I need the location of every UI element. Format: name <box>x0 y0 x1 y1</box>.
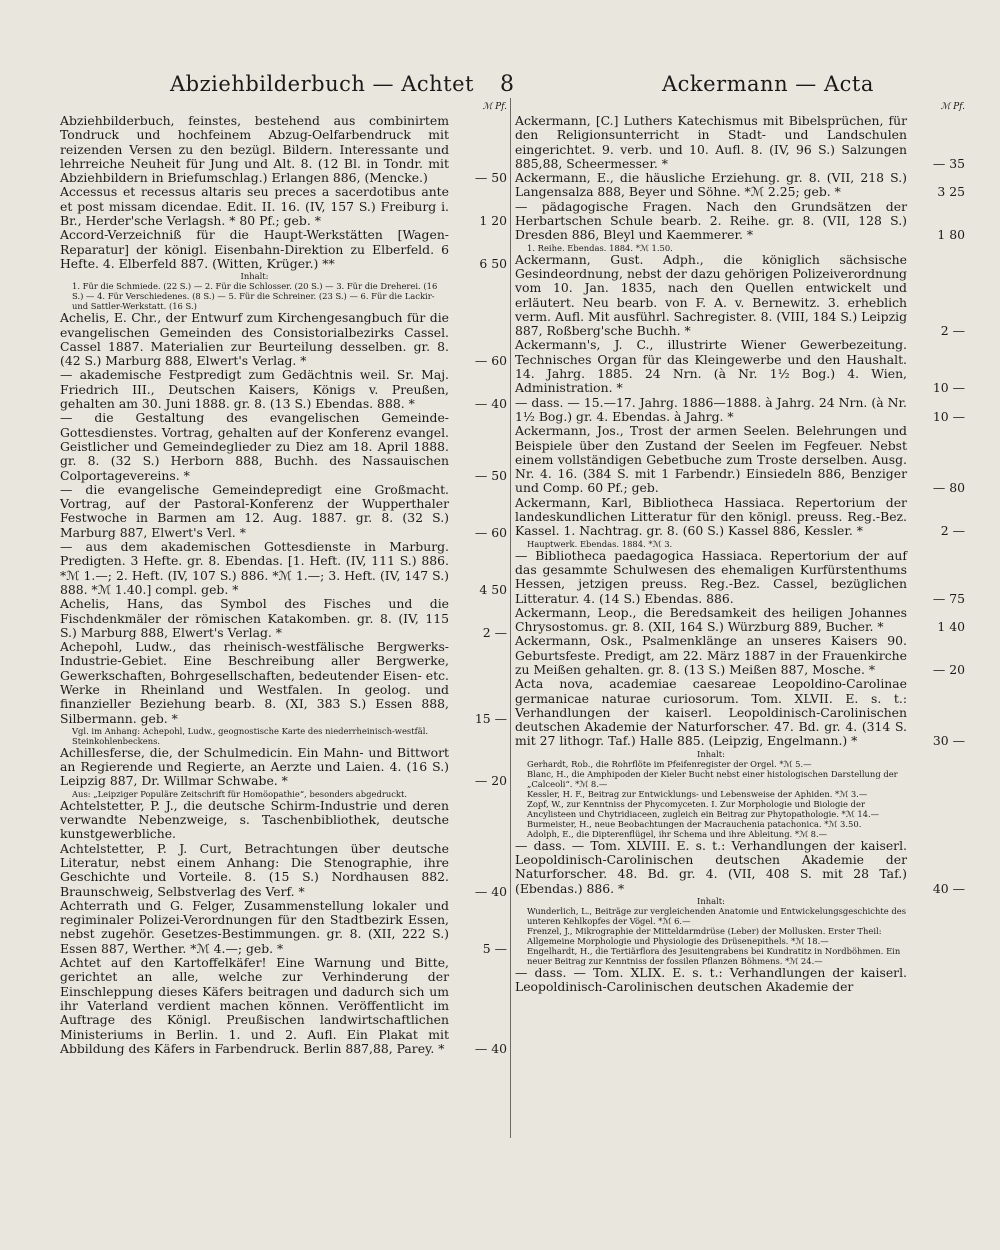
entry-text: Ackermann, Gust. Adph., die königlich sächsische Gesindeordnung, nebst der dazu gehörigen Polizeiverordnung vom 10. Jan. 1835, nach den Quellen entwickelt und erläutert. Neu bearb. von F. A. v. Bernewitz. 3. erheblich verm. Aufl. Mit ausführl. Sachregister. 8. (VIII, 184 S.) Leipzig 887, Roßberg'sche Buchh. * <box>515 251 907 339</box>
catalog-entry <box>60 311 507 368</box>
catalog-entry <box>515 114 965 171</box>
price-heading: ℳ Pf. <box>482 102 507 112</box>
entry-note: Engelhardt, H., die Tertiärflora des Jesuitengrabens bei Kundratitz in Nordböhmen. Ein neuer Beitrag zur Kenntniss der fossilen Pflanzen Böhmens. *ℳ 24.— <box>527 945 901 966</box>
entry-price: 2 — <box>940 523 965 539</box>
entry-price: 1 40 <box>937 619 965 635</box>
entry-text: Achterrath und G. Felger, Zusammenstellung lokaler und regiminaler Polizei-Verordnungen für den Stadtbezirk Essen, nebst zugehör. Gesetzes-Bestimmungen. gr. 8. (XII, 222 S.) Essen 887, Werther. *ℳ 4.—; geb. * <box>60 897 449 956</box>
entry-price: 3 25 <box>937 184 965 200</box>
entry-note: 1. Reihe. Ebendas. 1884. *ℳ 1.50. <box>527 242 673 253</box>
entry-note: Burmeister, H., neue Beobachtungen der Macrauchenia patachonica. *ℳ 3.50. <box>527 818 862 829</box>
catalog-entry <box>60 597 507 640</box>
catalog-entry <box>515 424 965 495</box>
entry-text: — akademische Festpredigt zum Gedächtnis weil. Sr. Maj. Friedrich III., Deutschen Kaisers, Königs v. Preußen, gehalten am 30. Juni 1888. gr. 8. (13 S.) Ebendas. 888. * <box>60 367 449 412</box>
entry-text: Achtelstetter, P. J., die deutsche Schirm-Industrie und deren verwandte Nebenzweige, s. Taschenbibliothek, deutsche kunstgewerbliche. <box>60 797 449 842</box>
running-head <box>0 72 1000 100</box>
entry-price: 15 — <box>474 710 507 726</box>
entry-text: Ackermann, Karl, Bibliotheca Hassiaca. Repertorium der landeskundlichen Litteratur für den königl. preuss. Reg.-Bez. Kassel. 1. Nachtrag. gr. 8. (60 S.) Kassel 886, Kessler. * <box>515 494 907 539</box>
entry-price: 2 — <box>940 323 965 339</box>
entry-text: Ackermann, Osk., Psalmenklänge an unseres Kaisers 90. Geburtsfeste. Predigt, am 22. März 1887 in der Frauenkirche zu Meißen gehalten. gr. 8. (13 S.) Meißen 887, Mosche. * <box>515 633 907 677</box>
catalog-entry <box>60 228 507 271</box>
catalog-entry <box>60 746 507 789</box>
entry-text: — die Gestaltung des evangelischen Gemeinde-Gottesdienstes. Vortrag, gehalten auf der Konferenz evangel. Geistlicher und Gemeindeglieder zu Diez am 18. April 1888. gr. 8. (32 S.) Herborn 888, Buchh. des Nassauischen Colportagevereins. * <box>60 410 449 483</box>
catalog-entry <box>515 839 965 896</box>
catalog-entry <box>515 634 965 677</box>
contents-heading: Inhalt: <box>697 748 725 759</box>
entry-note: Hauptwerk. Ebendas. 1884. *ℳ 3. <box>527 538 673 549</box>
entry-price: — 80 <box>932 480 965 496</box>
entry-price: — 40 <box>474 883 507 899</box>
entry-note: 1. Für die Schmiede. (22 S.) — 2. Für die Schlosser. (20 S.) — 3. Für die Dreherei. (16 S.) — 4. Für Verschiedenes. (8 S.) — 5. Für die Schreiner. (23 S.) — 6. Für die Lackir- und Sattler-Werkstatt. (16 S.) <box>72 281 438 312</box>
page-number: 8 <box>500 72 514 97</box>
entry-text: Achelis, E. Chr., der Entwurf zum Kirchengesangbuch für die evangelischen Gemeinden des Consistorialbezirks Cassel. Cassel 1887. Materialien zur Beurteilung desselben. gr. 8. (42 S.) Marburg 888, Elwert's Verlag. * <box>60 310 449 369</box>
right-column <box>515 102 965 995</box>
catalog-entry <box>515 496 965 539</box>
catalog-entry <box>60 483 507 540</box>
catalog-entry <box>515 606 965 635</box>
entry-note: Frenzel, J., Mikrographie der Mitteldarmdrüse (Leber) der Mollusken. Erster Theil: Allgemeine Morphologie und Physiologie des Drüsenepithels. *ℳ 18.— <box>527 925 882 946</box>
catalog-entry <box>60 185 507 228</box>
left-entries <box>60 114 507 1056</box>
entry-note: Wunderlich, L., Beiträge zur vergleichenden Anatomie und Entwickelungsgeschichte des unteren Kehlkopfes der Vögel. *ℳ 6.— <box>527 905 906 926</box>
entry-price: 1 20 <box>479 213 507 229</box>
entry-note: Adolph, E., die Dipterenflügel, ihr Schema und ihre Ableitung. *ℳ 8.— <box>527 828 828 839</box>
entry-price: — 40 <box>474 396 507 412</box>
entry-price: 30 — <box>932 733 965 749</box>
entry-text: Accord-Verzeichniß für die Haupt-Werkstätten [Wagen-Reparatur] der königl. Eisenbahn-Direktion zu Elberfeld. 6 Hefte. 4. Elberfeld 887. (Witten, Krüger.) ** <box>60 227 449 271</box>
catalog-entry <box>515 200 965 243</box>
entry-note: Vgl. im Anhang: Achepohl, Ludw., geognostische Karte des niederrheinisch-westfäl. Steinkohlenbeckens. <box>72 725 429 746</box>
entry-text: Achtelstetter, P. J. Curt, Betrachtungen über deutsche Literatur, nebst einem Anhang: Die Stenographie, ihre Geschichte und Vorteile. 8. (15 S.) Nordhausen 882. Braunschweig, Selbstverlag des Verf. * <box>60 840 449 899</box>
catalog-entry <box>515 966 965 995</box>
catalog-entry <box>515 171 965 200</box>
entry-price: 10 — <box>932 408 965 424</box>
entry-price: — 50 <box>474 170 507 186</box>
entry-text: Achtet auf den Kartoffelkäfer! Eine Warnung und Bitte, gerichtet an alle, welche zur Verhinderung der Einschleppung dieses Käfers beitragen und dadurch sich um ihr Vaterland verdient machen können. Veröffentlicht im Auftrage des Königl. Preußischen landwirtschaftlichen Ministeriums in Berlin. 1. und 2. Aufl. Ein Plakat mit Abbildung des Käfers in Farbendruck. Berlin 887,88, Parey. * <box>60 955 449 1056</box>
entry-text: Ackermann's, J. C., illustrirte Wiener Gewerbezeitung. Technisches Organ für das Kleingewerbe und den Haushalt. 14. Jahrg. 1885. 24 Nrn. (à Nr. 1½ Bog.) 4. Wien, Administration. * <box>515 337 907 396</box>
entry-note: Kessler, H. F., Beitrag zur Entwicklungs- und Lebensweise der Aphiden. *ℳ 3.— <box>527 788 868 799</box>
entry-note: Aus: „Leipziger Populäre Zeitschrift für Homöopathie“, besonders abgedruckt. <box>72 788 408 799</box>
entry-text: Ackermann, E., die häusliche Erziehung. gr. 8. (VII, 218 S.) Langensalza 888, Beyer und Söhne. *ℳ 2.25; geb. * <box>515 170 907 200</box>
catalog-entry <box>515 396 965 425</box>
catalog-entry <box>60 411 507 482</box>
entry-price: — 40 <box>474 1040 507 1056</box>
catalog-entry <box>60 540 507 597</box>
catalog-entry <box>60 899 507 956</box>
entry-text: — dass. — Tom. XLIX. E. s. t.: Verhandlungen der kaiserl. Leopoldinisch-Carolinischen deutschen Akademie der <box>515 964 907 995</box>
entry-text: Ackermann, Jos., Trost der armen Seelen. Belehrungen und Beispiele über den Zustand der Seelen im Fegfeuer. Nebst einem vollständigen Gebetbuche zum Troste derselben. Ausg. Nr. 4. 16. (384 S. mit 1 Farbendr.) Einsiedeln 886, Benziger und Comp. 60 Pf.; geb. <box>515 423 907 496</box>
catalog-entry <box>515 253 965 339</box>
entry-text: — pädagogische Fragen. Nach den Grundsätzen der Herbartschen Schule bearb. 2. Reihe. gr. 8. (VII, 128 S.) Dresden 886, Bleyl und Kaemmerer. * <box>515 198 907 243</box>
entry-price: 40 — <box>932 880 965 896</box>
entry-text: Achepohl, Ludw., das rheinisch-westfälische Bergwerks-Industrie-Gebiet. Eine Beschreibung aller Bergwerke, Gewerkschaften, Bohrgesellschaften, bedeutender Eisen- etc. Werke in Rheinland und Westfalen. In geolog. und finanzieller Beziehung bearb. 8. (XI, 383 S.) Essen 888, Silbermann. geb. * <box>60 639 449 726</box>
catalog-entry <box>60 956 507 1056</box>
entry-price: — 60 <box>474 353 507 369</box>
column-divider <box>510 98 511 1138</box>
contents-heading: Inhalt: <box>697 895 725 906</box>
entry-price: 1 80 <box>937 227 965 243</box>
entry-text: Accessus et recessus altaris seu preces a sacerdotibus ante et post missam dicendae. Edit. II. 16. (IV, 157 S.) Freiburg i. Br., Herder'sche Verlagsh. * 80 Pf.; geb. * <box>60 184 449 229</box>
entry-note: Gerhardt, Rob., die Rohrflöte im Pfeifenregister der Orgel. *ℳ 5.— <box>527 758 812 769</box>
entry-text: Acta nova, academiae caesareae Leopoldino-Carolinae germanicae naturae curiosorum. Tom. XLVII. E. s. t.: Verhandlungen der kaiserl. Leopoldinisch-Carolinischen deutschen Akademie der Naturforscher. 47. Bd. gr. 4. (314 S. mit 27 lithogr. Taf.) Halle 885. (Leipzig, Engelmann.) * <box>515 676 907 749</box>
entry-price: 4 50 <box>479 581 507 597</box>
entry-price: — 50 <box>474 467 507 483</box>
catalog-entry <box>60 799 507 842</box>
entry-price: — 75 <box>932 590 965 606</box>
entry-price: — 20 <box>474 773 507 789</box>
entry-text: — die evangelische Gemeindepredigt eine Großmacht. Vortrag, auf der Pastoral-Konferenz der Wupperthaler Festwoche in Barmen am 12. Aug. 1887. gr. 8. (32 S.) Marburg 887, Elwert's Verl. * <box>60 481 449 540</box>
left-column <box>60 102 507 1056</box>
entry-price: 2 — <box>482 624 507 640</box>
entry-note: Blanc, H., die Amphipoden der Kieler Bucht nebst einer histologischen Darstellung der „Calceoli“. *ℳ 8.— <box>527 768 898 789</box>
entry-text: — Bibliotheca paedagogica Hassiaca. Repertorium der auf das gesammte Schulwesen des ehemaligen Kurfürstenthums Hessen, jetzigen preuss. Reg.-Bez. Cassel, bezüglichen Litteratur. 4. (14 S.) Ebendas. 886. <box>515 547 907 606</box>
catalog-entry <box>515 549 965 606</box>
entry-text: Ackermann, [C.] Luthers Katechismus mit Bibelsprüchen, für den Religionsunterricht in Stadt- und Landschulen eingerichtet. 9. verb. und 10. Aufl. 8. (IV, 96 S.) Salzungen 885,88, Scheermesser. * <box>515 113 907 171</box>
entry-price: 5 — <box>482 940 507 956</box>
catalog-entry <box>60 842 507 899</box>
entry-price: — 60 <box>474 524 507 540</box>
entry-price: 6 50 <box>479 255 507 271</box>
catalog-entry <box>60 114 507 185</box>
running-head-left: Abziehbilderbuch — Achtet <box>170 72 474 96</box>
entry-note: Zopf, W., zur Kenntniss der Phycomyceten. I. Zur Morphologie und Biologie der Ancylisteen und Chytridiaceen, zugleich ein Beitrag zur Phytopathologie. *ℳ 14.— <box>527 798 880 819</box>
entry-text: Achelis, Hans, das Symbol des Fisches und die Fischdenkmäler der römischen Katakomben. gr. 8. (IV, 115 S.) Marburg 888, Elwert's Verlag. * <box>60 596 449 640</box>
entry-text: — dass. — Tom. XLVIII. E. s. t.: Verhandlungen der kaiserl. Leopoldinisch-Carolinischen deutschen Akademie der Naturforscher. 48. Bd. gr. 4. (VII, 408 S. mit 28 Taf.) (Ebendas.) 886. * <box>515 837 907 896</box>
catalog-entry <box>515 677 965 748</box>
entry-text: Abziehbilderbuch, feinstes, bestehend aus combinirtem Tondruck und hochfeinem Abzug-Oelfarbendruck mit reizenden Versen zu den bezügl. Bildern. Interessante und lehrreiche Neuheit für Jung und Alt. 8. (12 Bl. in Tondr. mit Abziehbildern in Briefumschlag.) Erlangen 886, (Mencke.) <box>60 113 449 186</box>
entry-text: — aus dem akademischen Gottesdienste in Marburg. Predigten. 3 Hefte. gr. 8. Ebendas. [1. Heft. (IV, 111 S.) 886. *ℳ 1.—; 2. Heft. (IV, 107 S.) 886. *ℳ 1.—; 3. Heft. (IV, 147 S.) 888. *ℳ 1.40.] compl. geb. * <box>60 539 449 597</box>
entry-price: — 35 <box>932 155 965 171</box>
entry-text: Ackermann, Leop., die Beredsamkeit des heiligen Johannes Chrysostomus. gr. 8. (XII, 164 S.) Würzburg 889, Bucher. * <box>515 604 907 635</box>
entry-price: 10 — <box>932 380 965 396</box>
entry-text: — dass. — 15.—17. Jahrg. 1886—1888. à Jahrg. 24 Nrn. (à Nr. 1½ Bog.) gr. 4. Ebendas. à Jahrg. * <box>515 394 907 424</box>
catalog-entry <box>515 338 965 395</box>
contents-heading: Inhalt: <box>240 271 269 282</box>
price-heading: ℳ Pf. <box>940 102 965 112</box>
catalog-entry <box>60 368 507 411</box>
entry-price: — 20 <box>932 661 965 677</box>
entry-text: Achillesferse, die, der Schulmedicin. Ein Mahn- und Bittwort an Regierende und Regierte, an Aerzte und Laien. 4. (16 S.) Leipzig 887, Dr. Willmar Schwabe. * <box>60 744 449 789</box>
right-entries <box>515 114 965 995</box>
catalog-entry <box>60 640 507 726</box>
running-head-right: Ackermann — Acta <box>662 72 874 96</box>
